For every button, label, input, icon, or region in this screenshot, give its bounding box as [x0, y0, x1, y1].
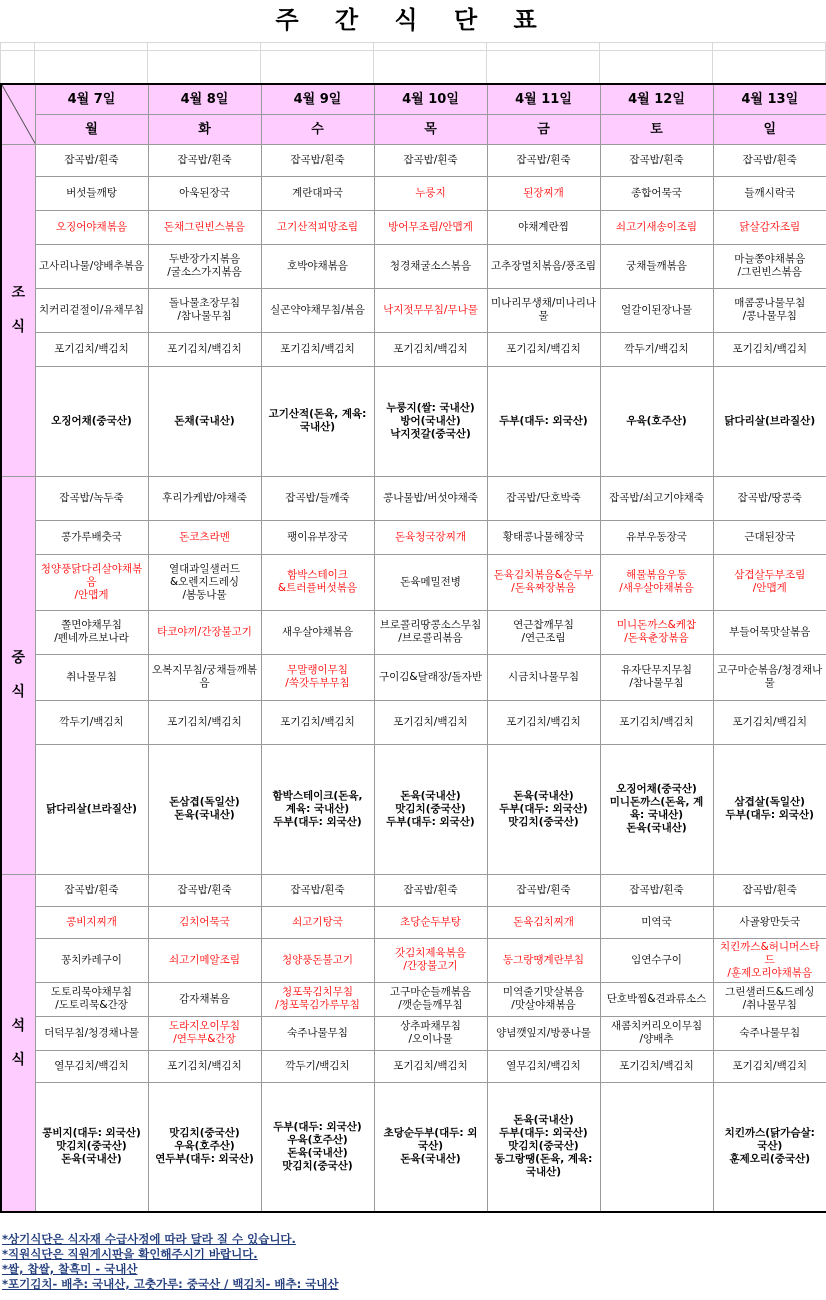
menu-item-cell: 더덕무침/청경채나물 [35, 1016, 148, 1050]
menu-item-cell: 연근찹깨무침 /연근조림 [487, 610, 600, 654]
menu-row [1, 1082, 826, 1212]
origin-cell [600, 1082, 713, 1212]
menu-item-cell: 포기김치/백김치 [374, 1050, 487, 1082]
weekday-cell: 월 [35, 114, 148, 144]
menu-item-cell: 꽁치카레구이 [35, 938, 148, 982]
blank-spreadsheet-rows [0, 42, 826, 84]
menu-row [1, 938, 826, 982]
diagonal-line [2, 85, 35, 144]
menu-item-cell: 치커리겉절이/유채무침 [35, 288, 148, 332]
menu-item-cell: 잡곡밥/흰죽 [148, 874, 261, 906]
menu-item-cell: 호박야채볶음 [261, 244, 374, 288]
menu-item-cell: 미역줄기맛살볶음 /맛살야채볶음 [487, 982, 600, 1016]
menu-row [1, 366, 826, 476]
origin-cell: 삼겹살(독일산) 두부(대두: 외국산) [713, 744, 826, 874]
menu-row [1, 476, 826, 520]
origin-cell: 돈삼겹(독일산) 돈육(국내산) [148, 744, 261, 874]
menu-item-cell: 잡곡밥/쇠고기야채죽 [600, 476, 713, 520]
menu-item-cell: 포기김치/백김치 [374, 332, 487, 366]
menu-item-cell: 구이김&달래장/돌자반 [374, 654, 487, 700]
weekday-cell: 목 [374, 114, 487, 144]
menu-row [1, 144, 826, 176]
origin-cell: 오징어채(중국산) 미니돈까스(돈육, 계 육: 국내산) 돈육(국내산) [600, 744, 713, 874]
menu-row [1, 176, 826, 210]
weekday-cell: 토 [600, 114, 713, 144]
origin-cell: 오징어채(중국산) [35, 366, 148, 476]
menu-item-cell: 잡곡밥/흰죽 [374, 144, 487, 176]
origin-cell: 콩비지(대두: 외국산) 맛김치(중국산) 돈육(국내산) [35, 1082, 148, 1212]
menu-item-cell: 함박스테이크 &트러플버섯볶음 [261, 554, 374, 610]
menu-item-cell: 깍두기/백김치 [35, 700, 148, 744]
menu-item-cell: 깍두기/백김치 [600, 332, 713, 366]
menu-row [1, 1016, 826, 1050]
menu-item-cell: 포기김치/백김치 [148, 1050, 261, 1082]
footnote: *쌀, 찹쌀, 찰흑미 - 국내산 [2, 1262, 138, 1276]
origin-cell: 함박스테이크(돈육, 계육: 국내산) 두부(대두: 외국산) [261, 744, 374, 874]
footnote: *상기식단은 식자재 수급사정에 따라 달라 질 수 있습니다. [2, 1232, 296, 1246]
origin-cell: 돈육(국내산) 맛김치(중국산) 두부(대두: 외국산) [374, 744, 487, 874]
menu-item-cell: 잡곡밥/흰죽 [487, 874, 600, 906]
menu-item-cell: 콩비지찌개 [35, 906, 148, 938]
menu-item-cell: 포기김치/백김치 [600, 1050, 713, 1082]
origin-cell: 초당순두부(대두: 외 국산) 돈육(국내산) [374, 1082, 487, 1212]
menu-item-cell: 야채계란찜 [487, 210, 600, 244]
menu-item-cell: 잡곡밥/흰죽 [713, 144, 826, 176]
weekly-menu-table [0, 83, 826, 1213]
menu-item-cell: 포기김치/백김치 [261, 332, 374, 366]
menu-item-cell: 새콤치커리오이무침 /양배추 [600, 1016, 713, 1050]
menu-item-cell: 열대과일샐러드 &오렌지드레싱 /봄동나물 [148, 554, 261, 610]
menu-item-cell: 해물볶음우동 /새우살야채볶음 [600, 554, 713, 610]
menu-item-cell: 도라지오이무침 /연두부&간장 [148, 1016, 261, 1050]
menu-item-cell: 청양풍닭다리살야채볶음 /안맵게 [35, 554, 148, 610]
weekday-cell: 수 [261, 114, 374, 144]
menu-row [1, 554, 826, 610]
menu-item-cell: 초당순두부탕 [374, 906, 487, 938]
meal-label-text: 중식 [11, 650, 26, 700]
menu-item-cell: 잡곡밥/흰죽 [600, 144, 713, 176]
footnote: *직원식단은 직원게시판을 확인해주시기 바랍니다. [2, 1247, 258, 1261]
menu-item-cell: 잡곡밥/들깨죽 [261, 476, 374, 520]
menu-item-cell: 도토리묵야채무침 /도토리묵&간장 [35, 982, 148, 1016]
menu-item-cell: 두반장가지볶음 /굴소스가지볶음 [148, 244, 261, 288]
menu-item-cell: 콩가루배춧국 [35, 520, 148, 554]
menu-row [1, 288, 826, 332]
footnote: *포기김치- 배추: 국내산, 고춧가루: 중국산 / 백김치- 배추: 국내산 [2, 1277, 339, 1291]
menu-item-cell: 쇠고기새송이조림 [600, 210, 713, 244]
menu-item-cell: 잡곡밥/흰죽 [600, 874, 713, 906]
menu-row [1, 244, 826, 288]
origin-cell: 맛김치(중국산) 우육(호주산) 연두부(대두: 외국산) [148, 1082, 261, 1212]
menu-item-cell: 미나리무생채/미나리나물 [487, 288, 600, 332]
menu-item-cell: 버섯들깨탕 [35, 176, 148, 210]
menu-item-cell: 고구마순들깨볶음 /깻순들깨무침 [374, 982, 487, 1016]
origin-cell: 돈육(국내산) 두부(대두: 외국산) 맛김치(중국산) 동그랑땡(돈육, 계육: 국내산) [487, 1082, 600, 1212]
menu-item-cell: 황태콩나물해장국 [487, 520, 600, 554]
menu-item-cell: 근대된장국 [713, 520, 826, 554]
origin-cell: 닭다리살(브라질산) [713, 366, 826, 476]
menu-item-cell: 청양풍돈불고기 [261, 938, 374, 982]
menu-item-cell: 된장찌개 [487, 176, 600, 210]
date-cell: 4월 7일 [35, 84, 148, 114]
menu-row [1, 210, 826, 244]
menu-item-cell: 유자단무지무침 /참나물무침 [600, 654, 713, 700]
meal-label [1, 476, 35, 874]
menu-item-cell: 콩나물밥/버섯야채죽 [374, 476, 487, 520]
menu-item-cell: 누룽지 [374, 176, 487, 210]
origin-cell: 돈육(국내산) 두부(대두: 외국산) 맛김치(중국산) [487, 744, 600, 874]
menu-item-cell: 잡곡밥/흰죽 [487, 144, 600, 176]
menu-item-cell: 김치어묵국 [148, 906, 261, 938]
menu-item-cell: 유부우동장국 [600, 520, 713, 554]
menu-item-cell: 잡곡밥/흰죽 [35, 144, 148, 176]
menu-item-cell: 쇠고기메알조림 [148, 938, 261, 982]
menu-item-cell: 실곤약야채무침/볶음 [261, 288, 374, 332]
menu-item-cell: 치킨까스&허니머스타드 /훈제오리야채볶음 [713, 938, 826, 982]
menu-item-cell: 포기김치/백김치 [148, 332, 261, 366]
menu-row [1, 610, 826, 654]
menu-item-cell: 고기산적피망조림 [261, 210, 374, 244]
date-cell: 4월 10일 [374, 84, 487, 114]
menu-item-cell: 돈코츠라멘 [148, 520, 261, 554]
menu-item-cell: 쇠고기탕국 [261, 906, 374, 938]
menu-row [1, 874, 826, 906]
menu-item-cell: 숙주나물무침 [713, 1016, 826, 1050]
menu-item-cell: 고추장멸치볶음/풍조림 [487, 244, 600, 288]
menu-item-cell: 잡곡밥/흰죽 [374, 874, 487, 906]
menu-item-cell: 고구마순볶음/청경채나물 [713, 654, 826, 700]
weekday-header-row [1, 114, 826, 144]
menu-item-cell: 포기김치/백김치 [148, 700, 261, 744]
menu-item-cell: 쫄면야채무침 /펜네까르보나라 [35, 610, 148, 654]
menu-item-cell: 돈육메밀전병 [374, 554, 487, 610]
menu-item-cell: 청포묵김치무침 /청포묵김가루무침 [261, 982, 374, 1016]
footnotes [2, 1232, 822, 1292]
weekday-cell: 금 [487, 114, 600, 144]
menu-item-cell: 열무김치/백김치 [487, 1050, 600, 1082]
menu-item-cell: 감자채볶음 [148, 982, 261, 1016]
menu-item-cell: 잡곡밥/흰죽 [713, 874, 826, 906]
corner-cell [1, 84, 35, 144]
date-cell: 4월 12일 [600, 84, 713, 114]
menu-item-cell: 고사리나물/양배추볶음 [35, 244, 148, 288]
menu-item-cell: 돌나물초장무침 /참나물무침 [148, 288, 261, 332]
origin-cell: 치킨까스(닭가슴살: 국산) 훈제오리(중국산) [713, 1082, 826, 1212]
menu-item-cell: 포기김치/백김치 [487, 332, 600, 366]
menu-item-cell: 양념깻잎지/방풍나물 [487, 1016, 600, 1050]
menu-item-cell: 아욱된장국 [148, 176, 261, 210]
menu-item-cell: 돈육김치볶음&순두부 /돈육짜장볶음 [487, 554, 600, 610]
menu-item-cell: 마늘쫑야채볶음 /그린빈스볶음 [713, 244, 826, 288]
menu-item-cell: 포기김치/백김치 [374, 700, 487, 744]
menu-item-cell: 돈채그린빈스볶음 [148, 210, 261, 244]
menu-item-cell: 매콤콩나물무침 /콩나물무침 [713, 288, 826, 332]
menu-item-cell: 열무김치/백김치 [35, 1050, 148, 1082]
menu-item-cell: 미역국 [600, 906, 713, 938]
menu-item-cell: 잡곡밥/녹두죽 [35, 476, 148, 520]
menu-item-cell: 팽이유부장국 [261, 520, 374, 554]
menu-item-cell: 단호박찜&견과류소스 [600, 982, 713, 1016]
menu-item-cell: 오징어야채볶음 [35, 210, 148, 244]
origin-cell: 우육(호주산) [600, 366, 713, 476]
menu-item-cell: 궁채들깨볶음 [600, 244, 713, 288]
menu-item-cell: 들깨시락국 [713, 176, 826, 210]
menu-item-cell: 후리가케밥/야채죽 [148, 476, 261, 520]
menu-item-cell: 잡곡밥/단호박죽 [487, 476, 600, 520]
menu-row [1, 1050, 826, 1082]
menu-row [1, 654, 826, 700]
menu-item-cell: 돈육청국장찌개 [374, 520, 487, 554]
origin-cell: 고기산적(돈육, 계육: 국내산) [261, 366, 374, 476]
menu-item-cell: 취나물무침 [35, 654, 148, 700]
origin-cell: 닭다리살(브라질산) [35, 744, 148, 874]
menu-item-cell: 사골왕만둣국 [713, 906, 826, 938]
date-cell: 4월 8일 [148, 84, 261, 114]
meal-label-text: 석식 [11, 1017, 26, 1068]
menu-item-cell: 방어무조림/안맵게 [374, 210, 487, 244]
menu-item-cell: 시금치나물무침 [487, 654, 600, 700]
menu-item-cell: 돈육김치찌개 [487, 906, 600, 938]
meal-label-text: 조식 [11, 285, 26, 335]
menu-item-cell: 청경채굴소스볶음 [374, 244, 487, 288]
menu-item-cell: 타코야끼/간장불고기 [148, 610, 261, 654]
menu-row [1, 982, 826, 1016]
menu-item-cell: 잡곡밥/흰죽 [148, 144, 261, 176]
menu-item-cell: 포기김치/백김치 [713, 332, 826, 366]
menu-item-cell: 동그랑땡계란부침 [487, 938, 600, 982]
menu-item-cell: 상추파채무침 /오이나물 [374, 1016, 487, 1050]
page-title: 주 간 식 단 표 [275, 6, 551, 34]
menu-row [1, 332, 826, 366]
menu-item-cell: 숙주나물무침 [261, 1016, 374, 1050]
menu-item-cell: 임연수구이 [600, 938, 713, 982]
weekday-cell: 일 [713, 114, 826, 144]
menu-item-cell: 새우살야채볶음 [261, 610, 374, 654]
menu-item-cell: 미니돈까스&케찹 /돈육춘장볶음 [600, 610, 713, 654]
menu-item-cell: 포기김치/백김치 [261, 700, 374, 744]
menu-item-cell: 삼겹살두부조림 /안맵게 [713, 554, 826, 610]
menu-item-cell: 오복지무침/궁채들깨볶음 [148, 654, 261, 700]
menu-item-cell: 포기김치/백김치 [713, 700, 826, 744]
menu-item-cell: 갓김치제육볶음 /간장불고기 [374, 938, 487, 982]
menu-item-cell: 계란대파국 [261, 176, 374, 210]
menu-item-cell: 부들어묵맛살볶음 [713, 610, 826, 654]
menu-item-cell: 종합어묵국 [600, 176, 713, 210]
menu-item-cell: 포기김치/백김치 [35, 332, 148, 366]
origin-cell: 누룽지(쌀: 국내산) 방어(국내산) 낙지젓갈(중국산) [374, 366, 487, 476]
origin-cell: 돈채(국내산) [148, 366, 261, 476]
menu-item-cell: 잡곡밥/땅콩죽 [713, 476, 826, 520]
menu-item-cell: 무말랭이무침 /쑥갓두부무침 [261, 654, 374, 700]
menu-item-cell: 잡곡밥/흰죽 [261, 144, 374, 176]
menu-item-cell: 포기김치/백김치 [487, 700, 600, 744]
menu-row [1, 520, 826, 554]
date-cell: 4월 11일 [487, 84, 600, 114]
menu-item-cell: 잡곡밥/흰죽 [261, 874, 374, 906]
menu-item-cell: 닭살감자조림 [713, 210, 826, 244]
menu-row [1, 700, 826, 744]
origin-cell: 두부(대두: 외국산) 우육(호주산) 돈육(국내산) 맛김치(중국산) [261, 1082, 374, 1212]
meal-label [1, 144, 35, 476]
menu-item-cell: 그린샐러드&드레싱 /취나물무침 [713, 982, 826, 1016]
weekday-cell: 화 [148, 114, 261, 144]
menu-item-cell: 브로콜리땅콩소스무침 /브로콜리볶음 [374, 610, 487, 654]
menu-row [1, 744, 826, 874]
menu-item-cell: 낙지젓무무침/무나물 [374, 288, 487, 332]
menu-item-cell: 깍두기/백김치 [261, 1050, 374, 1082]
menu-item-cell: 포기김치/백김치 [713, 1050, 826, 1082]
date-header-row [1, 84, 826, 114]
menu-item-cell: 얼갈이된장나물 [600, 288, 713, 332]
origin-cell: 두부(대두: 외국산) [487, 366, 600, 476]
menu-item-cell: 포기김치/백김치 [600, 700, 713, 744]
meal-label [1, 874, 35, 1212]
menu-item-cell: 잡곡밥/흰죽 [35, 874, 148, 906]
date-cell: 4월 13일 [713, 84, 826, 114]
menu-row [1, 906, 826, 938]
date-cell: 4월 9일 [261, 84, 374, 114]
